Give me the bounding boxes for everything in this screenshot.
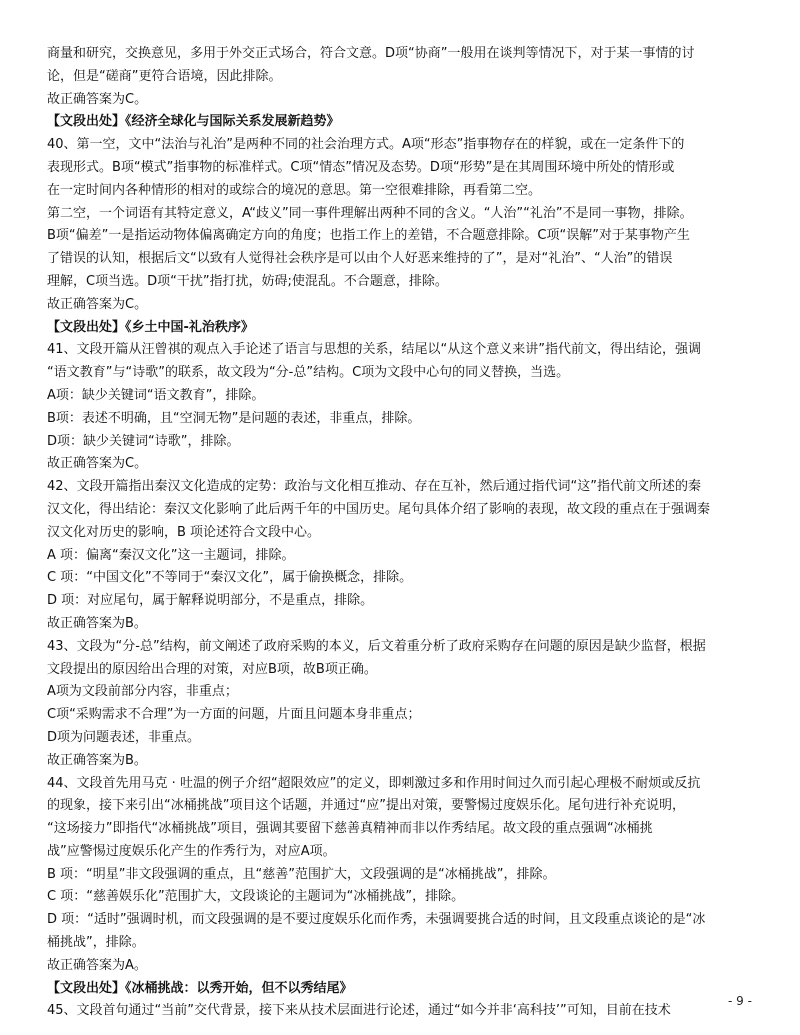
text-line: “这场接力”即指代“冰桶挑战”项目，强调其要留下慈善真精神而非以作秀结尾。故文段的重点强调“冰桶挑 <box>47 821 653 837</box>
text-line: B 项：“明星”非文段强调的重点，且“慈善”范围扩大，文段强调的是“冰桶挑战”，排除。 <box>47 866 556 882</box>
text-line: 41、文段开篇从汪曾祺的观点入手论述了语言与思想的关系，结尾以“从这个意义来讲”指代前文，得出结论，强调 <box>47 342 702 358</box>
text-line: “语文教育”与“诗歌”的联系，故文段为“分-总”结构。C项为文段中心句的同义替换，当选。 <box>47 365 570 381</box>
text-line: 第二空，一个词语有其特定意义，A“歧义”同一事件理解出两种不同的含义。“人治”“礼治”不是同一事物，排除。 <box>47 205 693 221</box>
text-line: D项为问题表述，非重点。 <box>47 729 201 745</box>
text-line: 44、文段首先用马克 · 吐温的例子介绍“超限效应”的定义，即刺激过多和作用时间过久而引起心理极不耐烦或反抗 <box>47 775 701 791</box>
text-line: 故正确答案为C。 <box>47 91 148 107</box>
text-line: A项为文段前部分内容，非重点； <box>47 684 238 700</box>
text-line: 故正确答案为A。 <box>47 957 147 973</box>
text-line: D 项：对应尾句，属于解释说明部分，不是重点，排除。 <box>47 593 374 609</box>
text-line: B项“偏差”一是指运动物体偏离确定方向的角度；也指工作上的差错，不合题意排除。C项“误解”对于某事物产生 <box>47 228 690 244</box>
text-line: 40、第一空，文中“法治与礼治”是两种不同的社会治理方式。A项“形态”指事物存在的样貌，或在一定条件下的 <box>47 137 685 153</box>
text-line: 在一定时间内各种情形的相对的或综合的境况的意思。第一空很难排除，再看第二空。 <box>47 182 542 198</box>
text-line: 汉文化，得出结论：秦汉文化影响了此后两千年的中国历史。尾句具体介绍了影响的表现，故文段的重点在于强调秦 <box>47 501 711 517</box>
text-line: 战”应警惕过度娱乐化产生的作秀行为，对应A项。 <box>47 843 336 859</box>
text-line: D项：缺少关键词“诗歌”，排除。 <box>47 433 240 449</box>
text-line: 45、文段首句通过“当前”交代背景，接下来从技术层面进行论述，通过“如今并非‘高科技’”可知，目前在技术 <box>47 1003 671 1019</box>
source-heading: 【文段出处】《冰桶挑战：以秀开始，但不以秀结尾》 <box>47 980 353 996</box>
text-line: 理解，C项当选。D项“干扰”指打扰，妨碍;使混乱。不合题意，排除。 <box>47 273 448 289</box>
source-heading: 【文段出处】《乡土中国-礼治秩序》 <box>47 319 254 335</box>
source-heading: 【文段出处】《经济全球化与国际关系发展新趋势》 <box>47 114 340 130</box>
text-line: 故正确答案为C。 <box>47 296 148 312</box>
text-line: 了错误的认知，根据后文“以致有人觉得社会秩序是可以由个人好恶来维持的了”，是对“礼治”、“人治”的错误 <box>47 251 673 267</box>
text-line: C 项：“中国文化”不等同于“秦汉文化”，属于偷换概念，排除。 <box>47 570 413 586</box>
page-number: - 9 - <box>728 994 752 1008</box>
text-line: 桶挑战”，排除。 <box>47 935 145 951</box>
text-line: 故正确答案为B。 <box>47 752 147 768</box>
document-body <box>47 43 757 1023</box>
text-line: 文段提出的原因给出合理的对策，对应B项，故B项正确。 <box>47 661 377 677</box>
text-line: 表现形式。B项“模式”指事物的标准样式。C项“情态”情况及态势。D项“形势”是在其周围环境中所处的情形或 <box>47 159 675 175</box>
text-line: B项：表述不明确，且“空洞无物”是问题的表述，非重点，排除。 <box>47 410 421 426</box>
text-line: 故正确答案为C。 <box>47 456 148 472</box>
text-line: 商量和研究，交换意见，多用于外交正式场合，符合文意。D项“协商”一般用在谈判等情况下，对于某一事情的讨 <box>47 46 695 61</box>
text-line: 论，但是“磋商”更符合语境，因此排除。 <box>47 68 282 84</box>
text-line: 的现象，接下来引出“冰桶挑战”项目这个话题，并通过“应”提出对策，要警惕过度娱乐化。尾句进行补充说明， <box>47 798 685 814</box>
text-line: C 项：“慈善娱乐化”范围扩大，文段谈论的主题词为“冰桶挑战”，排除。 <box>47 889 465 905</box>
text-line: A 项：偏离“秦汉文化”这一主题词，排除。 <box>47 547 295 563</box>
text-line: 汉文化对历史的影响，B 项论述符合文段中心。 <box>47 524 321 540</box>
text-line: 故正确答案为B。 <box>47 615 147 631</box>
text-line: D 项：“适时”强调时机，而文段强调的是不要过度娱乐化而作秀，未强调要挑合适的时间，且文段重点谈论的是“冰 <box>47 912 706 928</box>
text-line: 42、文段开篇指出秦汉文化造成的定势：政治与文化相互推动、存在互补，然后通过指代词“这”指代前文所述的秦 <box>47 479 702 495</box>
text-line: C项“采购需求不合理”为一方面的问题，片面且问题本身非重点； <box>47 707 421 723</box>
text-line: A项：缺少关键词“语文教育”，排除。 <box>47 387 265 403</box>
text-line: 43、文段为“分-总”结构，前文阐述了政府采购的本义，后文着重分析了政府采购存在问题的原因是缺少监督，根据 <box>47 638 706 654</box>
